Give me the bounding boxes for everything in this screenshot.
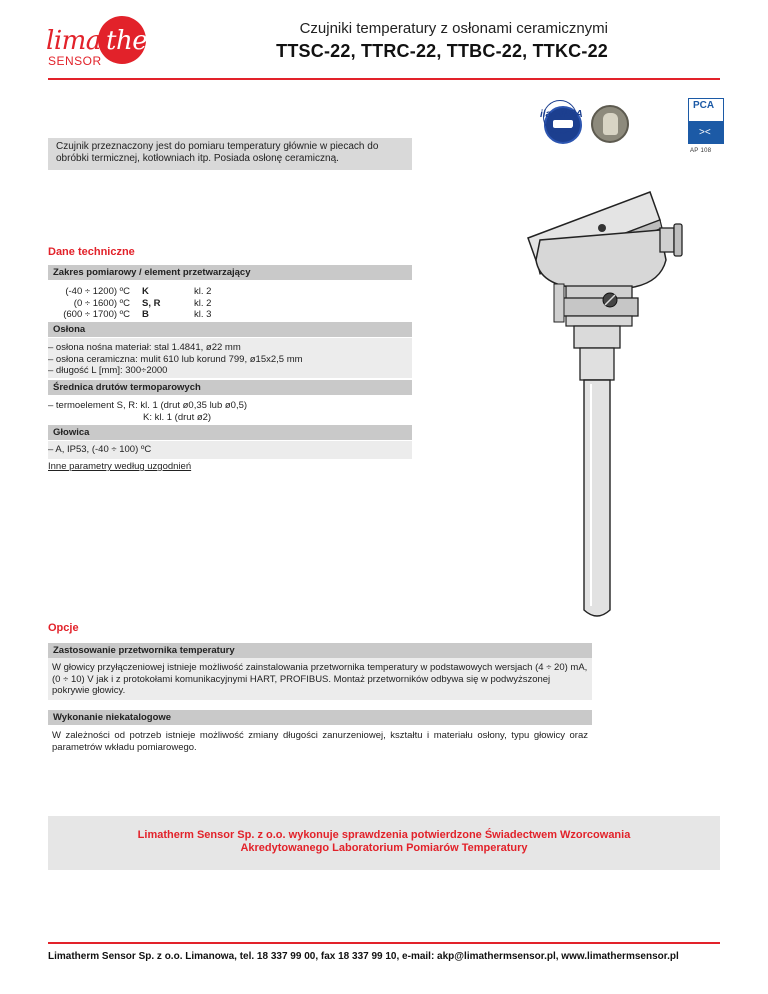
page-title: TTSC-22, TTRC-22, TTBC-22, TTKC-22: [276, 41, 608, 61]
range-element: S, R: [142, 297, 161, 309]
header-divider: [48, 78, 720, 80]
callout-line-2: Akredytowanego Laboratorium Pomiarów Temperatury: [240, 842, 528, 854]
wire-line: – termoelement S, R: kl. 1 (drut ø0,35 lub ø0,5): [48, 400, 248, 411]
range-class: kl. 2: [194, 286, 212, 297]
pca-accreditation-icon: PCA ><: [688, 98, 724, 144]
range-table: [48, 286, 248, 321]
options-heading: Opcje: [48, 622, 79, 634]
sheath-header: Osłona: [48, 322, 412, 337]
tech-data-heading: Dane techniczne: [48, 246, 135, 258]
calibration-callout: [48, 816, 720, 870]
sheath-lines: [48, 342, 303, 377]
sheath-line: – osłona ceramiczna: mulit 610 lub korund 799, ø15x2,5 mm: [48, 353, 303, 365]
range-value: (-40 ÷ 1200) ºC: [65, 286, 130, 297]
sheath-line: – długość L [mm]: 300÷2000: [48, 365, 168, 376]
footer-divider: [48, 942, 720, 944]
callout-line-1: Limatherm Sensor Sp. z o.o. wykonuje sprawdzenia potwierdzone Świadectwem Wzorcowania: [137, 829, 631, 841]
wire-line: K: kl. 1 (drut ø2): [143, 411, 212, 423]
transmitter-text: W głowicy przyłączeniowej istnieje możliwość zainstalowania przetwornika temperatury w podstawowych wersjach (4 ÷ 20) mA, (0 ÷ 10) V jak i z protokołami komunikacyjnymi HART, PROFIBUS. Montaż przetworników odbywa się w podwyższonej pokrywie głowicy.: [52, 662, 588, 696]
logo-sensor-text: SENSOR: [48, 54, 102, 68]
range-row: [48, 286, 248, 298]
head-line: – A, IP53, (-40 ÷ 100) ºC: [48, 444, 152, 455]
wire-header: Średnica drutów termoparowych: [48, 380, 412, 395]
footer-contact: Limatherm Sensor Sp. z o.o. Limanowa, tel. 18 337 99 00, fax 18 337 99 10, e-mail: akp@limathermsensor.pl, www.limathermsensor.pl: [48, 951, 679, 962]
range-value: (600 ÷ 1700) ºC: [63, 309, 130, 320]
logo-lima-text: lima: [46, 26, 101, 56]
range-value: (0 ÷ 1600) ºC: [73, 297, 130, 309]
range-row: [48, 298, 248, 310]
range-class: kl. 2: [194, 297, 212, 309]
custom-text: W zależności od potrzeb istnieje możliwość zmiany długości zanurzeniowej, kształtu i materiału osłony, typu głowicy oraz parametrów wkładu pomiarowego.: [52, 730, 588, 753]
seal-cert-icon: [591, 105, 629, 143]
range-element: B: [142, 309, 149, 320]
wire-lines: [48, 400, 247, 423]
sheath-line: – osłona nośna materiał: stal 1.4841, ø22 mm: [48, 342, 241, 353]
page-subtitle: Czujniki temperatury z osłonami ceramicznymi: [299, 20, 608, 37]
range-row: [48, 309, 248, 321]
thermocouple-probe-illustration: [510, 180, 700, 620]
ilac-mra-icon: ilac-MRA: [540, 98, 578, 136]
range-header: Zakres pomiarowy / element przetwarzający: [48, 265, 412, 280]
company-logo: [40, 14, 184, 72]
head-header: Głowica: [48, 425, 412, 440]
intro-description: Czujnik przeznaczony jest do pomiaru temperatury głównie w piecach do obróbki termicznej, kotłowniach itp. Posiada osłonę ceramiczną.: [48, 138, 412, 170]
custom-header: Wykonanie niekatalogowe: [48, 710, 592, 725]
other-params-note: Inne parametry według uzgodnień: [48, 461, 192, 472]
range-class: kl. 3: [194, 309, 212, 320]
certification-marks: [540, 98, 730, 164]
pca-code: AP 108: [690, 148, 712, 154]
logo-therm-text: therm: [106, 26, 184, 56]
transmitter-header: Zastosowanie przetwornika temperatury: [48, 643, 592, 658]
range-element: K: [142, 286, 149, 297]
